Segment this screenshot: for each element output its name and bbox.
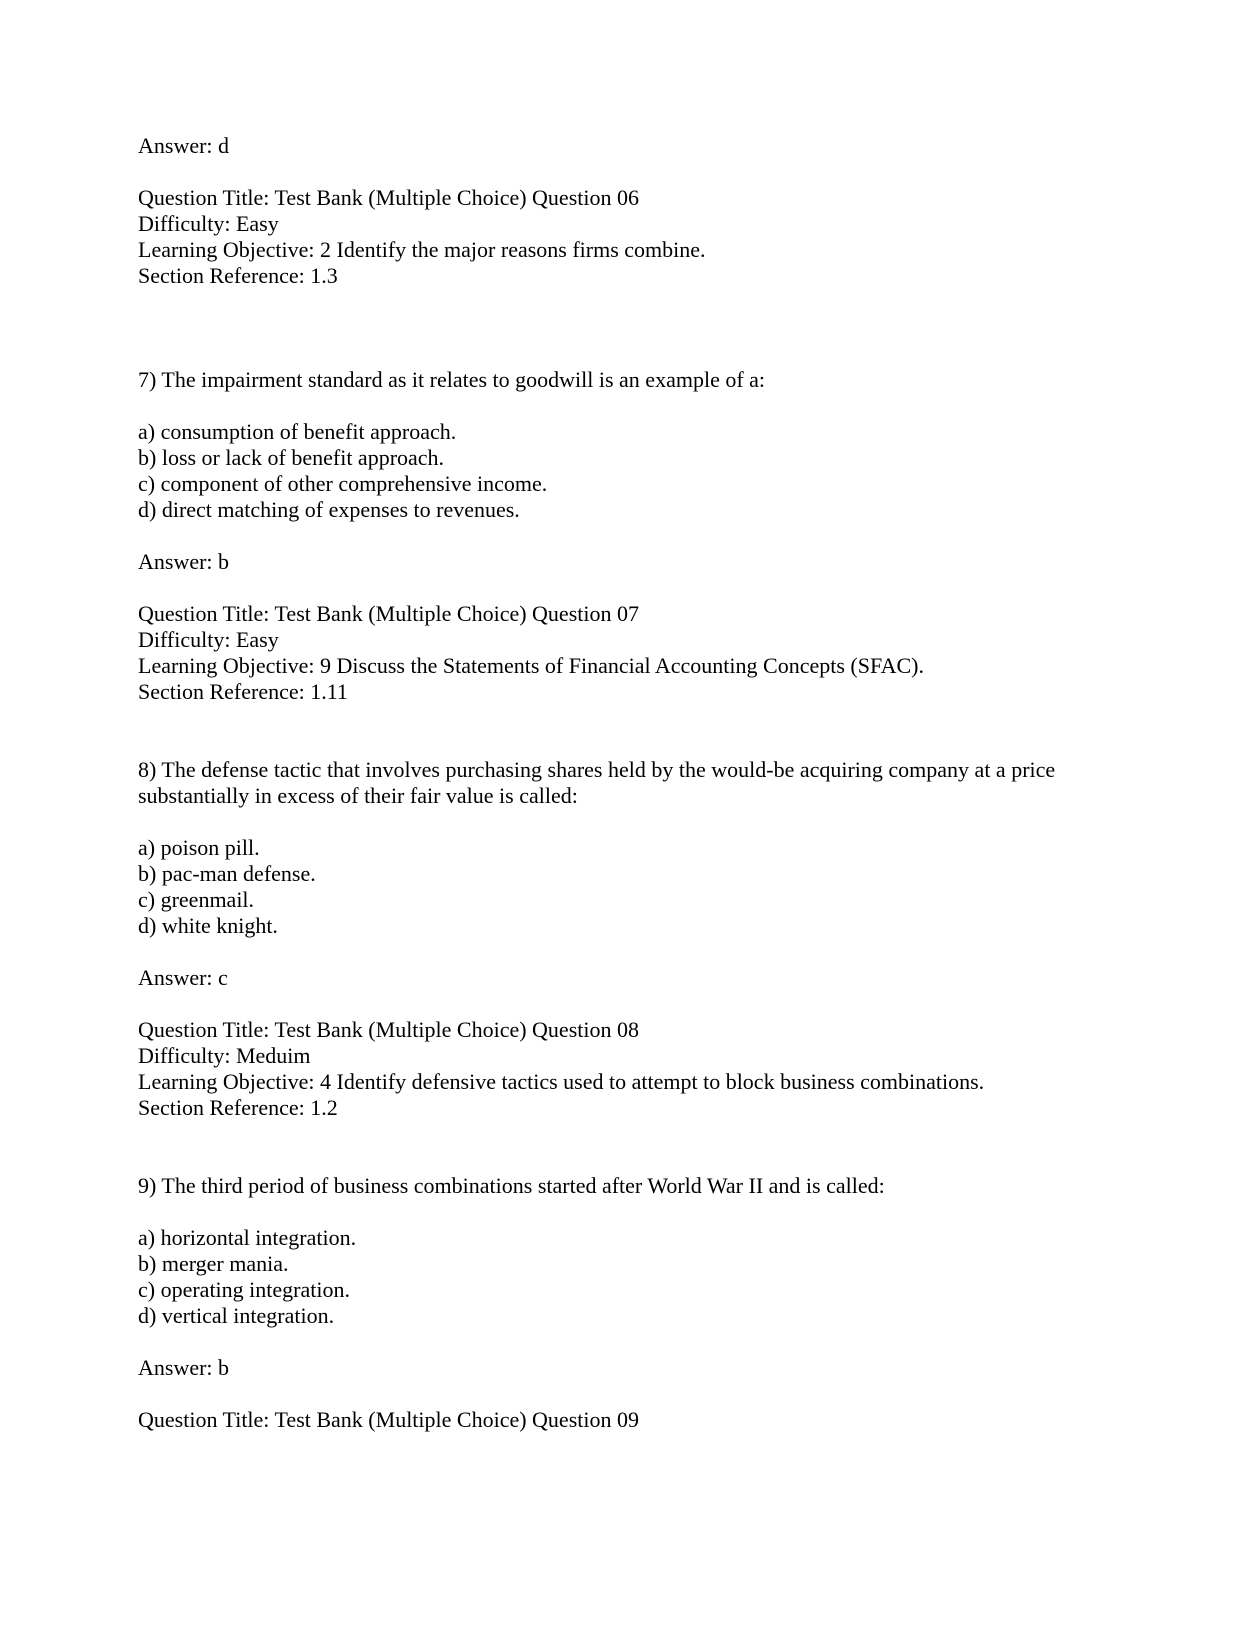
choice-d: d) white knight. bbox=[138, 913, 278, 938]
question-meta-block bbox=[138, 1017, 1138, 1121]
page-content bbox=[138, 133, 1138, 1433]
question-7 bbox=[138, 367, 1138, 705]
question-8 bbox=[138, 757, 1138, 1121]
question-meta-block bbox=[138, 601, 1138, 705]
question-stem: 7) The impairment standard as it relates to goodwill is an example of a: bbox=[138, 367, 766, 392]
choice-b: b) loss or lack of benefit approach. bbox=[138, 445, 445, 470]
question-title: Question Title: Test Bank (Multiple Choice) Question 06 bbox=[138, 185, 639, 210]
answer-line: Answer: c bbox=[138, 965, 228, 990]
difficulty: Difficulty: Easy bbox=[138, 627, 279, 652]
learning-objective: Learning Objective: 4 Identify defensive tactics used to attempt to block business combinations. bbox=[138, 1069, 985, 1094]
difficulty: Difficulty: Meduim bbox=[138, 1043, 311, 1068]
question-stem-line-1: 8) The defense tactic that involves purchasing shares held by the would-be acquiring company at a price bbox=[138, 757, 1056, 782]
section-reference: Section Reference: 1.2 bbox=[138, 1095, 338, 1120]
question-title: Question Title: Test Bank (Multiple Choice) Question 08 bbox=[138, 1017, 639, 1042]
answer-line: Answer: b bbox=[138, 549, 230, 574]
choice-c: c) greenmail. bbox=[138, 887, 255, 912]
difficulty: Difficulty: Easy bbox=[138, 211, 279, 236]
question-meta-block bbox=[138, 185, 1138, 289]
choice-a: a) consumption of benefit approach. bbox=[138, 419, 457, 444]
learning-objective: Learning Objective: 9 Discuss the Statements of Financial Accounting Concepts (SFAC). bbox=[138, 653, 924, 678]
question-stem: 9) The third period of business combinations started after World War II and is called: bbox=[138, 1173, 885, 1198]
learning-objective: Learning Objective: 2 Identify the major reasons firms combine. bbox=[138, 237, 706, 262]
choice-a: a) horizontal integration. bbox=[138, 1225, 357, 1250]
choice-a: a) poison pill. bbox=[138, 835, 260, 860]
answer-choices bbox=[138, 835, 1138, 939]
choice-d: d) vertical integration. bbox=[138, 1303, 335, 1328]
answer-choices bbox=[138, 419, 1138, 523]
choice-b: b) pac-man defense. bbox=[138, 861, 316, 886]
question-9 bbox=[138, 1173, 1138, 1433]
question-title: Question Title: Test Bank (Multiple Choice) Question 09 bbox=[138, 1407, 639, 1432]
answer-line: Answer: d bbox=[138, 133, 230, 158]
choice-b: b) merger mania. bbox=[138, 1251, 289, 1276]
question-meta-block bbox=[138, 1407, 1138, 1433]
choice-c: c) component of other comprehensive income. bbox=[138, 471, 548, 496]
section-reference: Section Reference: 1.3 bbox=[138, 263, 338, 288]
answer-choices bbox=[138, 1225, 1138, 1329]
question-stem-line-2: substantially in excess of their fair value is called: bbox=[138, 783, 578, 808]
choice-d: d) direct matching of expenses to revenues. bbox=[138, 497, 520, 522]
question-title: Question Title: Test Bank (Multiple Choice) Question 07 bbox=[138, 601, 639, 626]
choice-c: c) operating integration. bbox=[138, 1277, 350, 1302]
answer-line: Answer: b bbox=[138, 1355, 230, 1380]
section-reference: Section Reference: 1.11 bbox=[138, 679, 348, 704]
